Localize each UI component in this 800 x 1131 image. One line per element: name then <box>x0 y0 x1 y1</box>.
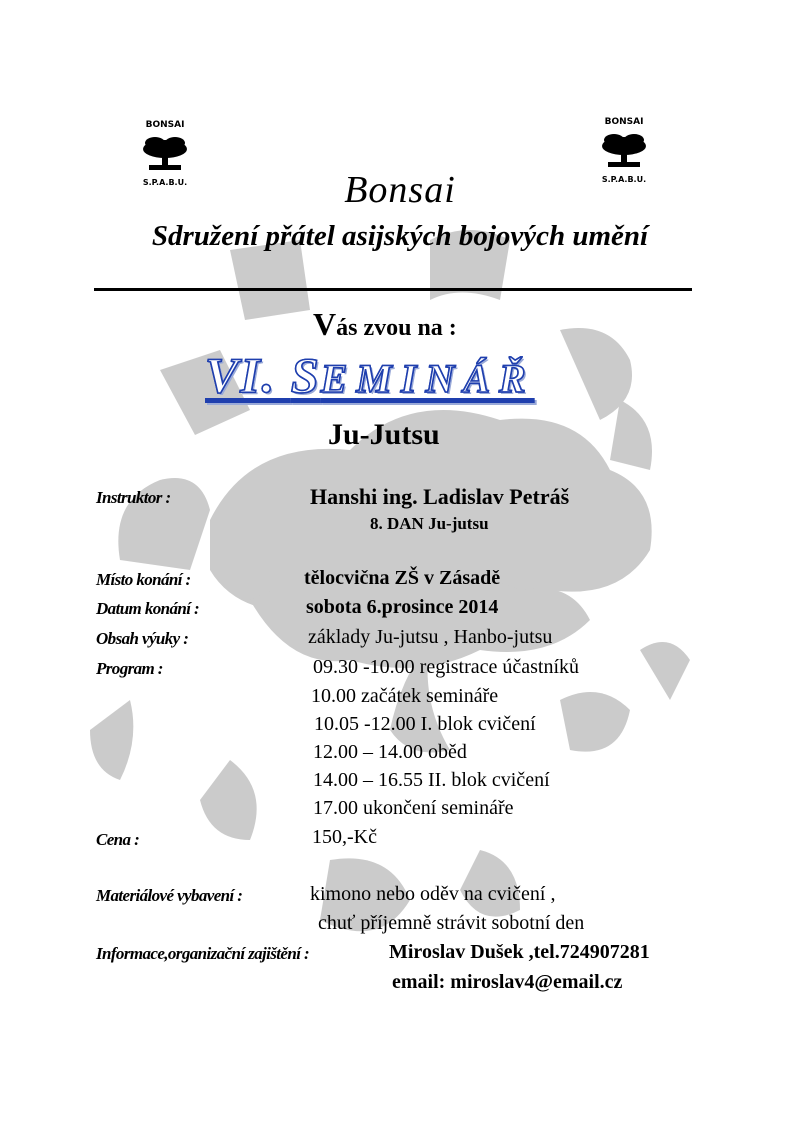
instructor-name: Hanshi ing. Ladislav Petráš <box>310 484 570 509</box>
invite-lead-letter: V <box>313 306 337 342</box>
instructor-label: Instruktor : <box>96 488 171 507</box>
subtitle: Sdružení přátel asijských bojových umění <box>151 220 649 252</box>
title: Bonsai <box>344 169 456 211</box>
program-item: 10.00 začátek semináře <box>311 685 499 707</box>
info-label: Informace,organizační zajištění : <box>96 944 310 963</box>
program-item: 10.05 -12.00 I. blok cvičení <box>314 713 536 735</box>
date-label: Datum konání : <box>96 599 200 618</box>
equipment-line: chuť příjemně strávit sobotní den <box>318 912 585 934</box>
email-value[interactable]: email: miroslav4@email.cz <box>392 971 623 993</box>
invite-rest: ás zvou na : <box>336 315 457 341</box>
program-item: 14.00 – 16.55 II. blok cvičení <box>313 769 550 791</box>
logo-text-bottom: S.P.A.B.U. <box>142 178 188 187</box>
program-label: Program : <box>96 659 163 678</box>
equipment-label: Materiálové vybavení : <box>96 886 243 905</box>
discipline: Ju-Jutsu <box>328 418 440 451</box>
logo-text-top: BONSAI <box>604 117 644 127</box>
place-label: Místo konání : <box>96 570 191 589</box>
logo-text-bottom: S.P.A.B.U. <box>601 175 647 184</box>
instructor-rank: 8. DAN Ju-jutsu <box>370 514 489 533</box>
seminar-prefix: VI. <box>205 347 291 403</box>
price-label: Cena : <box>96 830 140 849</box>
seminar-heading <box>205 346 535 404</box>
date-value: sobota 6.prosince 2014 <box>306 596 499 618</box>
price-value: 150,-Kč <box>312 826 377 848</box>
seminar-rest: EMINÁŘ <box>320 356 535 401</box>
divider <box>94 288 692 291</box>
place-value: tělocvična ZŠ v Zásadě <box>304 567 501 589</box>
equipment-line: kimono nebo oděv na cvičení , <box>310 883 556 905</box>
program-item: 17.00 ukončení semináře <box>313 797 514 819</box>
invite-line <box>313 306 457 343</box>
logo-text-top: BONSAI <box>145 120 185 130</box>
seminar-first-letter: S <box>290 347 321 403</box>
content-label: Obsah výuky : <box>96 629 189 648</box>
program-item: 12.00 – 14.00 oběd <box>313 741 467 763</box>
info-value: Miroslav Dušek ,tel.724907281 <box>389 941 650 963</box>
program-item: 09.30 -10.00 registrace účastníků <box>313 656 580 678</box>
content-value: základy Ju-jutsu , Hanbo-jutsu <box>308 626 553 648</box>
